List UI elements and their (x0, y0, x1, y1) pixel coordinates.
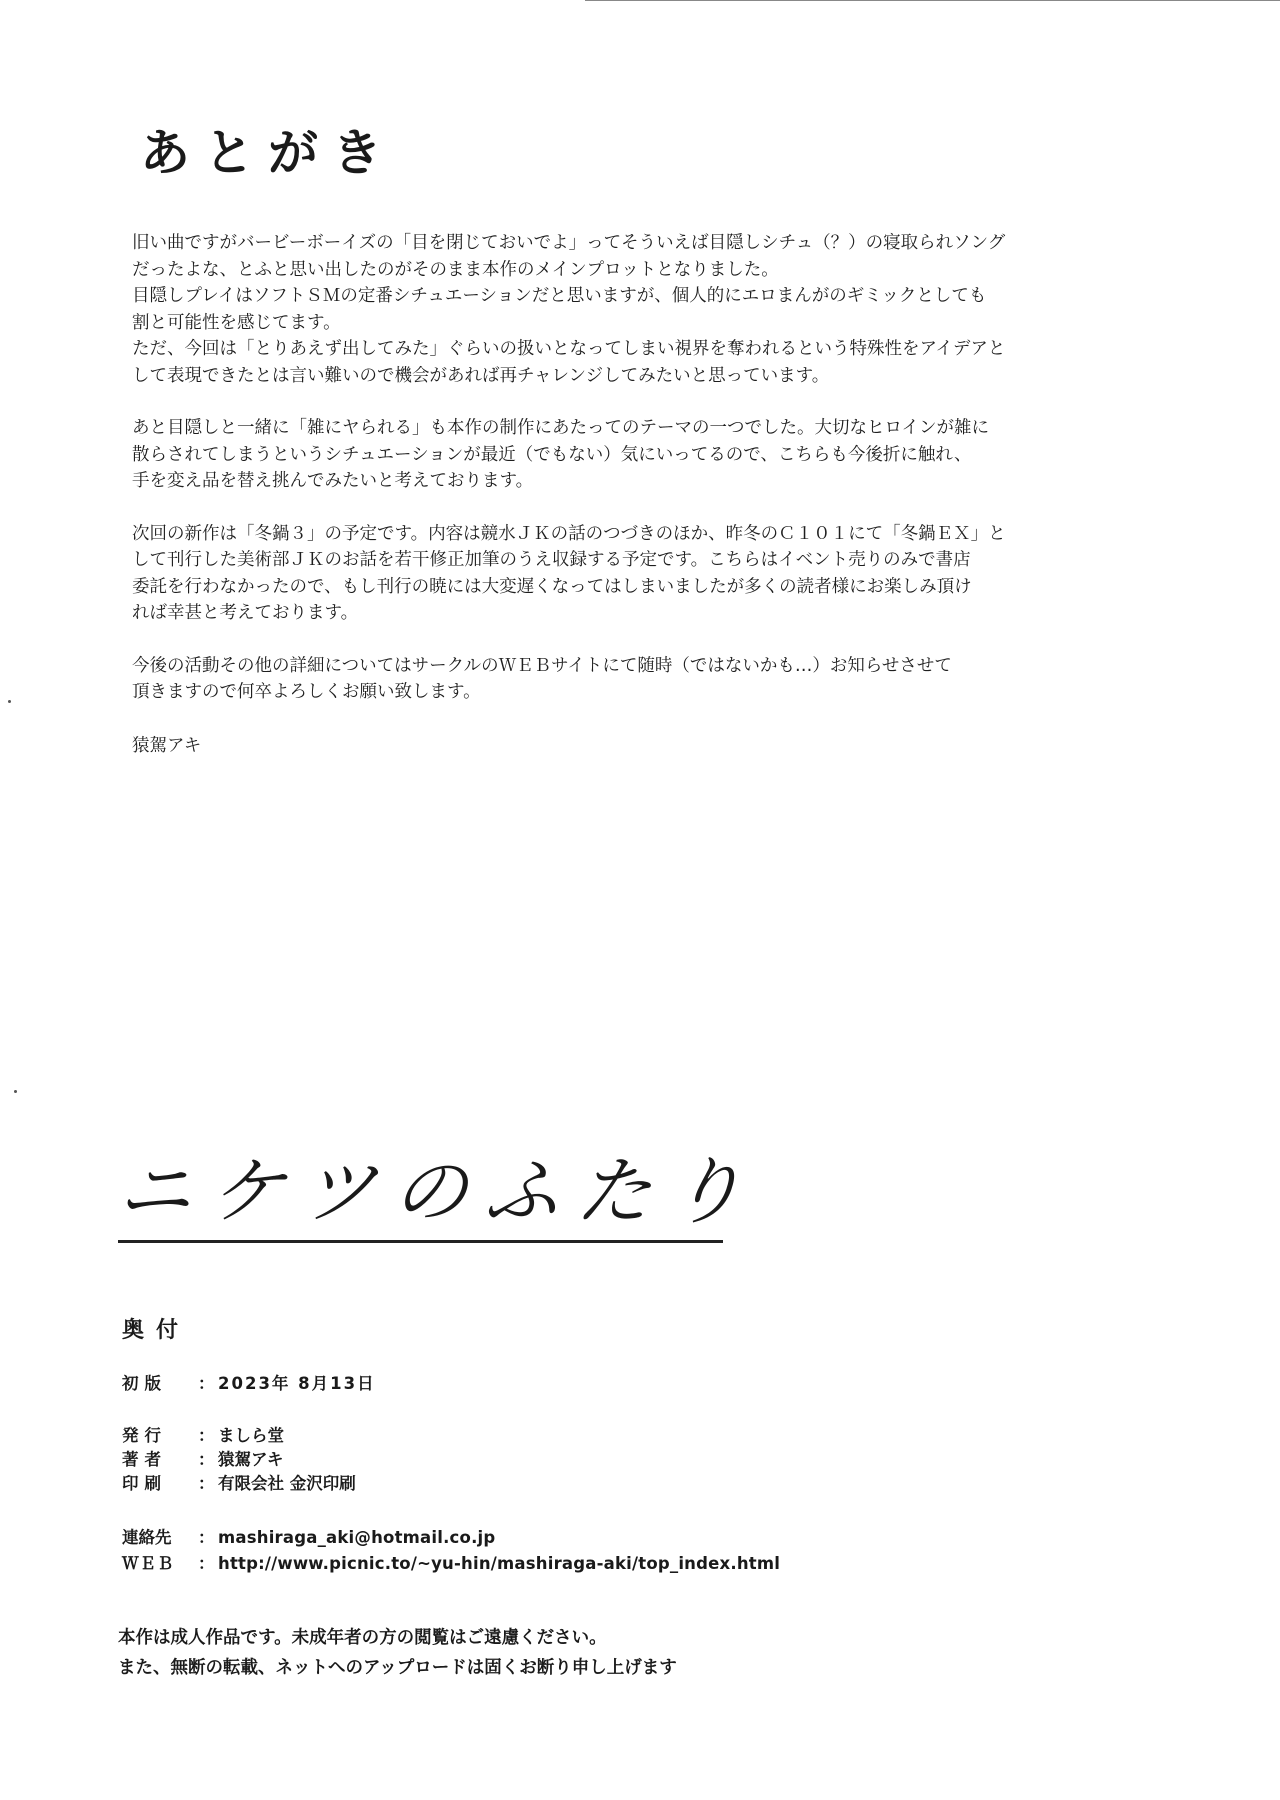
afterword-paragraph-4: 今後の活動その他の詳細についてはサークルのＷＥＢサイトにて随時（ではないかも…）お知らせさせて 頂きますので何卒よろしくお願い致します。 (132, 655, 952, 702)
scan-edge-line (585, 0, 1280, 1)
scan-speck (8, 700, 11, 703)
colophon-value: 有限会社 金沢印刷 (218, 1474, 356, 1493)
afterword-body (132, 230, 1122, 732)
colophon-separator: ： (198, 1474, 215, 1493)
colophon-publisher (122, 1422, 284, 1446)
colophon-label: 連絡先 (122, 1528, 172, 1547)
colophon-value: 猿駕アキ (218, 1450, 284, 1469)
website-url: http://www.picnic.to/~yu-hin/mashiraga-aki/top_index.html (218, 1554, 781, 1573)
afterword-paragraph-2: あと目隠しと一緒に「雑にヤられる」も本作の制作にあたってのテーマの一つでした。大切なヒロインが雑に 散らされてしまうというシチュエーションが最近（でもない）気にいってるので、こちらも今後折に触れ、 手を変え品を替え挑んでみたいと考えております。 (132, 418, 989, 491)
colophon-separator: ： (198, 1426, 215, 1445)
title-underline (118, 1240, 723, 1243)
afterword-title: あとがき (140, 124, 396, 182)
colophon-value: ましら堂 (218, 1426, 284, 1445)
colophon-separator: ： (198, 1374, 215, 1393)
colophon-contact (122, 1524, 495, 1548)
colophon-label: 著者 (122, 1450, 167, 1469)
colophon-label: ＷＥＢ (122, 1554, 175, 1573)
colophon-separator: ： (198, 1528, 215, 1547)
colophon-author (122, 1446, 283, 1470)
colophon-heading: 奥付 (122, 1318, 191, 1343)
adult-content-notice: 本作は成人作品です。未成年者の方の閲覧はご遠慮ください。 また、無断の転載、ネットへのアップロードは固くお断り申し上げます (118, 1628, 677, 1678)
afterword-signature: 猿駕アキ (132, 736, 202, 756)
scan-speck (14, 1090, 17, 1093)
colophon-first-edition (122, 1370, 376, 1394)
afterword-paragraph-3: 次回の新作は「冬鍋３」の予定です。内容は競水ＪＫの話のつづきのほか、昨冬のＣ１０１にて「冬鍋ＥＸ」と して刊行した美術部ＪＫのお話を若干修正加筆のうえ収録する予定です。こちらはイベント売りのみで書店 委託を行わなかったので、もし刊行の暁には大変遅くなってはしまいましたが多くの読者様にお楽しみ頂け れば幸甚と考えております。 (132, 523, 1006, 623)
afterword-paragraph-1: 旧い曲ですがバービーボーイズの「目を閉じておいでよ」ってそういえば目隠しシチュ（？）の寝取られソング だったよな、とふと思い出したのがそのまま本作のメインプロットとなりました。 目隠しプレイはソフトＳＭの定番シチュエーションだと思いますが、個人的にエロまんがのギミックとしても 割と可能性を感じてます。 ただ、今回は「とりあえず出してみた」ぐらいの扱いとなってしまい視界を奪われるという特殊性をアイデアと して表現できたとは言い難いので機会があれば再チャレンジしてみたいと思っています。 (132, 233, 1006, 386)
colophon-label: 印刷 (122, 1474, 167, 1493)
contact-email: mashiraga_aki@hotmail.co.jp (218, 1528, 496, 1547)
colophon-separator: ： (198, 1554, 215, 1573)
colophon-separator: ： (198, 1450, 215, 1469)
colophon-web (122, 1550, 780, 1574)
colophon-printer (122, 1470, 356, 1494)
work-title-logo: ニケツのふたり (113, 1149, 766, 1235)
colophon-label: 発行 (122, 1426, 167, 1445)
colophon-value: 2023年 8月13日 (218, 1374, 376, 1393)
colophon-label: 初版 (122, 1374, 167, 1393)
